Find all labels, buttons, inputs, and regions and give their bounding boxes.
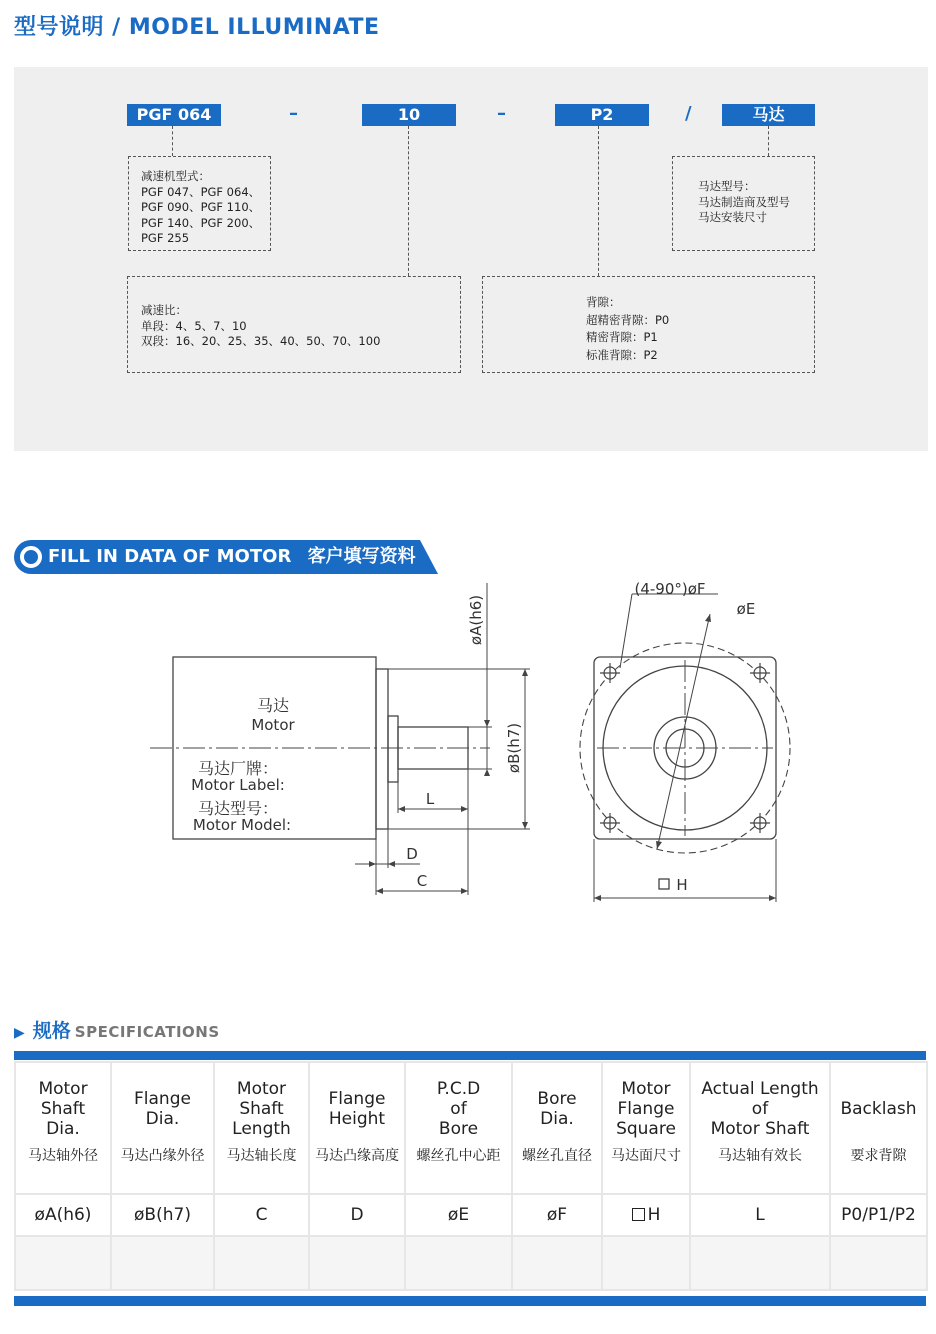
fill-in-cell[interactable] (405, 1236, 512, 1290)
fill-in-row[interactable] (15, 1236, 927, 1290)
fill-in-cell[interactable] (15, 1236, 111, 1290)
dim-D-label: D (406, 845, 418, 863)
fill-in-cell[interactable] (602, 1236, 690, 1290)
table-top-bar (14, 1051, 926, 1060)
bolt-hole (750, 813, 770, 833)
square-symbol-icon (632, 1208, 645, 1221)
symbol-cell: L (690, 1194, 830, 1236)
header-cell: Actual Length of Motor Shaft 马达轴有效长 (690, 1062, 830, 1194)
symbol-cell: øA(h6) (15, 1194, 111, 1236)
fill-in-cell[interactable] (111, 1236, 214, 1290)
fill-in-cell[interactable] (830, 1236, 927, 1290)
fill-in-cell[interactable] (690, 1236, 830, 1290)
symbol-cell: D (309, 1194, 405, 1236)
spec-heading-zh: 规格 (32, 1020, 71, 1042)
page-title: 型号说明 / MODEL ILLUMINATE (14, 15, 380, 40)
motor-info-line: 马达安装尺寸 (698, 210, 767, 224)
dim-A-label: øA(h6) (467, 594, 485, 646)
specifications-heading (14, 1016, 220, 1043)
motor-label-zh: 马达 (256, 696, 290, 715)
motor-model-en: Motor Model: (192, 816, 292, 834)
reducer-type-line: PGF 140、PGF 200、 (141, 215, 261, 230)
dim-E-label: øE (736, 600, 756, 618)
fill-in-cell[interactable] (309, 1236, 405, 1290)
dim-holes-label: (4-90°)øF (634, 580, 706, 598)
reducer-type-line: PGF 090、PGF 110、 (141, 200, 261, 214)
backlash-line: 精密背隙：P1 (586, 330, 658, 344)
table-bottom-bar (14, 1296, 926, 1306)
symbol-cell: øB(h7) (111, 1194, 214, 1236)
triangle-bullet-icon: ▶ (14, 1025, 25, 1041)
motor-dimension-diagram (0, 575, 936, 915)
symbol-cell: C (214, 1194, 309, 1236)
motor-brand-en: Motor Label: (191, 776, 285, 794)
header-cell: Flange Height 马达凸缘高度 (309, 1062, 405, 1194)
backlash-line: 超精密背隙：P0 (586, 312, 670, 327)
motor-info-line: 马达型号： (698, 179, 756, 193)
model-code-panel (14, 67, 928, 451)
motor-flange (376, 669, 388, 829)
dim-C-label: C (416, 872, 428, 890)
banner-title-zh: 客户填写资料 (307, 546, 416, 567)
connector-line (768, 126, 769, 156)
symbol-row (15, 1194, 927, 1236)
code-backlash: P2 (555, 104, 649, 126)
fill-in-banner (14, 540, 420, 574)
symbol-cell-square: H (602, 1194, 690, 1236)
banner-title-en: FILL IN DATA OF MOTOR (48, 546, 292, 567)
header-cell: Flange Dia. 马达凸缘外径 (111, 1062, 214, 1194)
header-cell: Backlash 要求背隙 (830, 1062, 927, 1194)
square-symbol-icon (659, 879, 669, 889)
reducer-type-line: PGF 255 (141, 231, 190, 245)
backlash-line: 标准背隙：P2 (586, 347, 658, 362)
table-header-row (15, 1062, 927, 1194)
backlash-box (482, 276, 815, 373)
code-separator: / (685, 103, 692, 124)
connector-line (172, 126, 173, 156)
header-cell: P.C.D of Bore 螺丝孔中心距 (405, 1062, 512, 1194)
shaft-collar (388, 716, 398, 782)
dim-L-label: L (425, 790, 435, 808)
fill-in-cell[interactable] (214, 1236, 309, 1290)
motor-info-box (672, 156, 815, 251)
connector-line (408, 126, 409, 276)
code-separator: – (497, 103, 506, 124)
header-cell: Motor Shaft Length 马达轴长度 (214, 1062, 309, 1194)
fill-in-cell[interactable] (512, 1236, 602, 1290)
circle-bullet-icon (20, 546, 42, 568)
reducer-type-heading: 减速机型式： (141, 169, 210, 183)
code-motor: 马达 (722, 104, 815, 126)
reducer-type-line: PGF 047、PGF 064、 (141, 184, 261, 199)
ratio-heading: 减速比： (141, 303, 187, 317)
ratio-box (127, 276, 461, 373)
symbol-cell: øF (512, 1194, 602, 1236)
connector-line (598, 126, 599, 276)
bolt-hole (600, 813, 620, 833)
header-cell: Motor Flange Square 马达面尺寸 (602, 1062, 690, 1194)
ratio-line: 双段：16、20、25、35、40、50、70、100 (141, 334, 381, 348)
code-separator: – (289, 103, 298, 124)
code-ratio: 10 (362, 104, 456, 126)
header-cell: Bore Dia. 螺丝孔直径 (512, 1062, 602, 1194)
ratio-line: 单段：4、5、7、10 (141, 318, 247, 333)
motor-brand-zh: 马达厂牌： (197, 759, 279, 778)
reducer-type-box (128, 156, 271, 251)
header-cell: Motor Shaft Dia. 马达轴外径 (15, 1062, 111, 1194)
spec-heading-en: SPECIFICATIONS (74, 1023, 220, 1041)
code-series: PGF 064 (127, 104, 221, 126)
motor-model-zh: 马达型号： (197, 799, 279, 818)
motor-info-line: 马达制造商及型号 (698, 194, 790, 209)
symbol-cell: P0/P1/P2 (830, 1194, 927, 1236)
spec-table (14, 1061, 928, 1291)
motor-label-en: Motor (251, 716, 295, 734)
bolt-hole (750, 663, 770, 683)
dim-H-label: H (676, 876, 688, 894)
backlash-heading: 背隙： (586, 295, 621, 309)
symbol-cell: øE (405, 1194, 512, 1236)
bolt-hole (600, 663, 620, 683)
dim-B-label: øB(h7) (505, 722, 523, 774)
